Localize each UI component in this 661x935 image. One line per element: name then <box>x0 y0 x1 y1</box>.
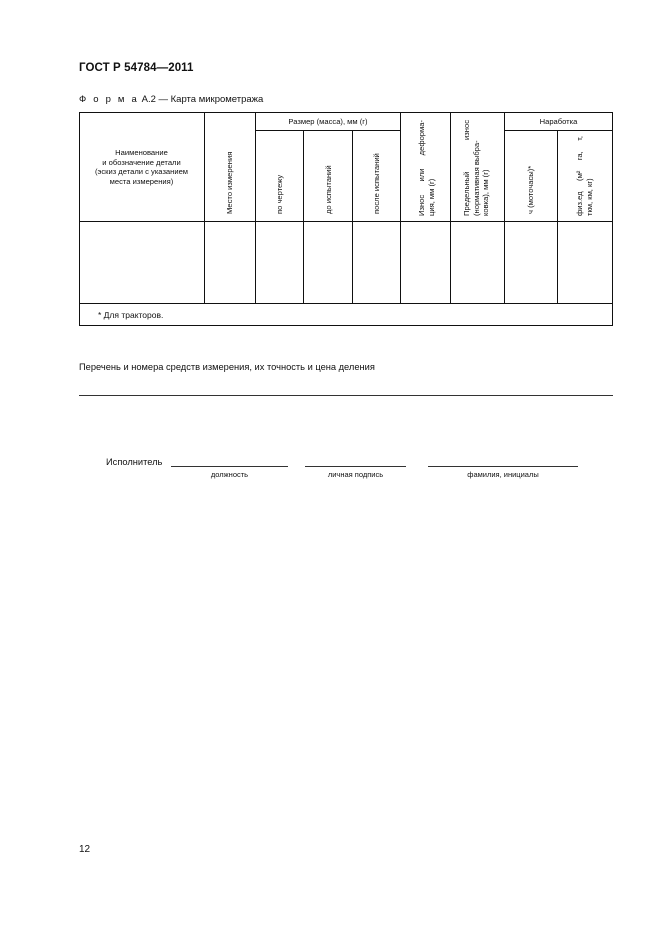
header-operating-group: Наработка <box>539 117 578 126</box>
signature-line <box>305 466 406 467</box>
header-wear-line1: Износ или деформа- <box>417 120 426 216</box>
signature-caption: личная подпись <box>327 470 384 479</box>
header-part-name-line3: (эскиз детали с указанием <box>94 167 189 177</box>
header-physical-units-line1: физ.ед (м² га, т, <box>575 136 584 216</box>
header-wear-line2: ция, мм (г) <box>426 178 436 216</box>
header-measure-place: Место измерения <box>225 151 234 214</box>
header-limit-wear-line1: Предельный износ <box>462 120 471 216</box>
header-limit-wear <box>462 120 491 216</box>
header-limit-wear-line3: ковка), мм (г) <box>481 169 491 216</box>
name-line <box>428 466 578 467</box>
position-caption: должность <box>210 470 249 479</box>
header-part-name <box>81 148 202 186</box>
header-limit-wear-line2: (нормативная выбра- <box>471 140 481 216</box>
header-hours: ч (моточасы)* <box>526 165 535 214</box>
performer-label: Исполнитель <box>106 457 163 467</box>
measurement-instruments-label: Перечень и номера средств измерения, их точность и цена деления <box>79 362 375 372</box>
measurement-instruments-line <box>79 395 613 396</box>
document-title: ГОСТ Р 54784—2011 <box>79 62 194 74</box>
form-caption-text: А.2 — Карта микрометража <box>141 94 264 105</box>
name-caption: фамилия, инициалы <box>467 470 539 479</box>
header-size-after: после испытаний <box>372 153 381 214</box>
form-word: Ф о р м а <box>79 94 139 105</box>
micrometry-table <box>79 112 613 326</box>
form-caption <box>79 94 263 105</box>
header-size-drawing: по чертежу <box>275 174 284 214</box>
header-size-group: Размер (масса), мм (г) <box>288 117 368 126</box>
page-number: 12 <box>79 844 91 855</box>
table-footnote: * Для тракторов. <box>98 310 164 320</box>
header-wear <box>417 120 436 216</box>
header-part-name-line4: места измерения) <box>109 176 174 186</box>
header-part-name-line2: и обозначение детали <box>102 157 181 167</box>
header-size-before: до испытаний <box>324 165 333 214</box>
position-line <box>171 466 288 467</box>
header-part-name-line1: Наименование <box>115 148 168 157</box>
header-physical-units <box>575 136 594 216</box>
header-physical-units-line2: ткм, км, кг) <box>584 178 594 216</box>
